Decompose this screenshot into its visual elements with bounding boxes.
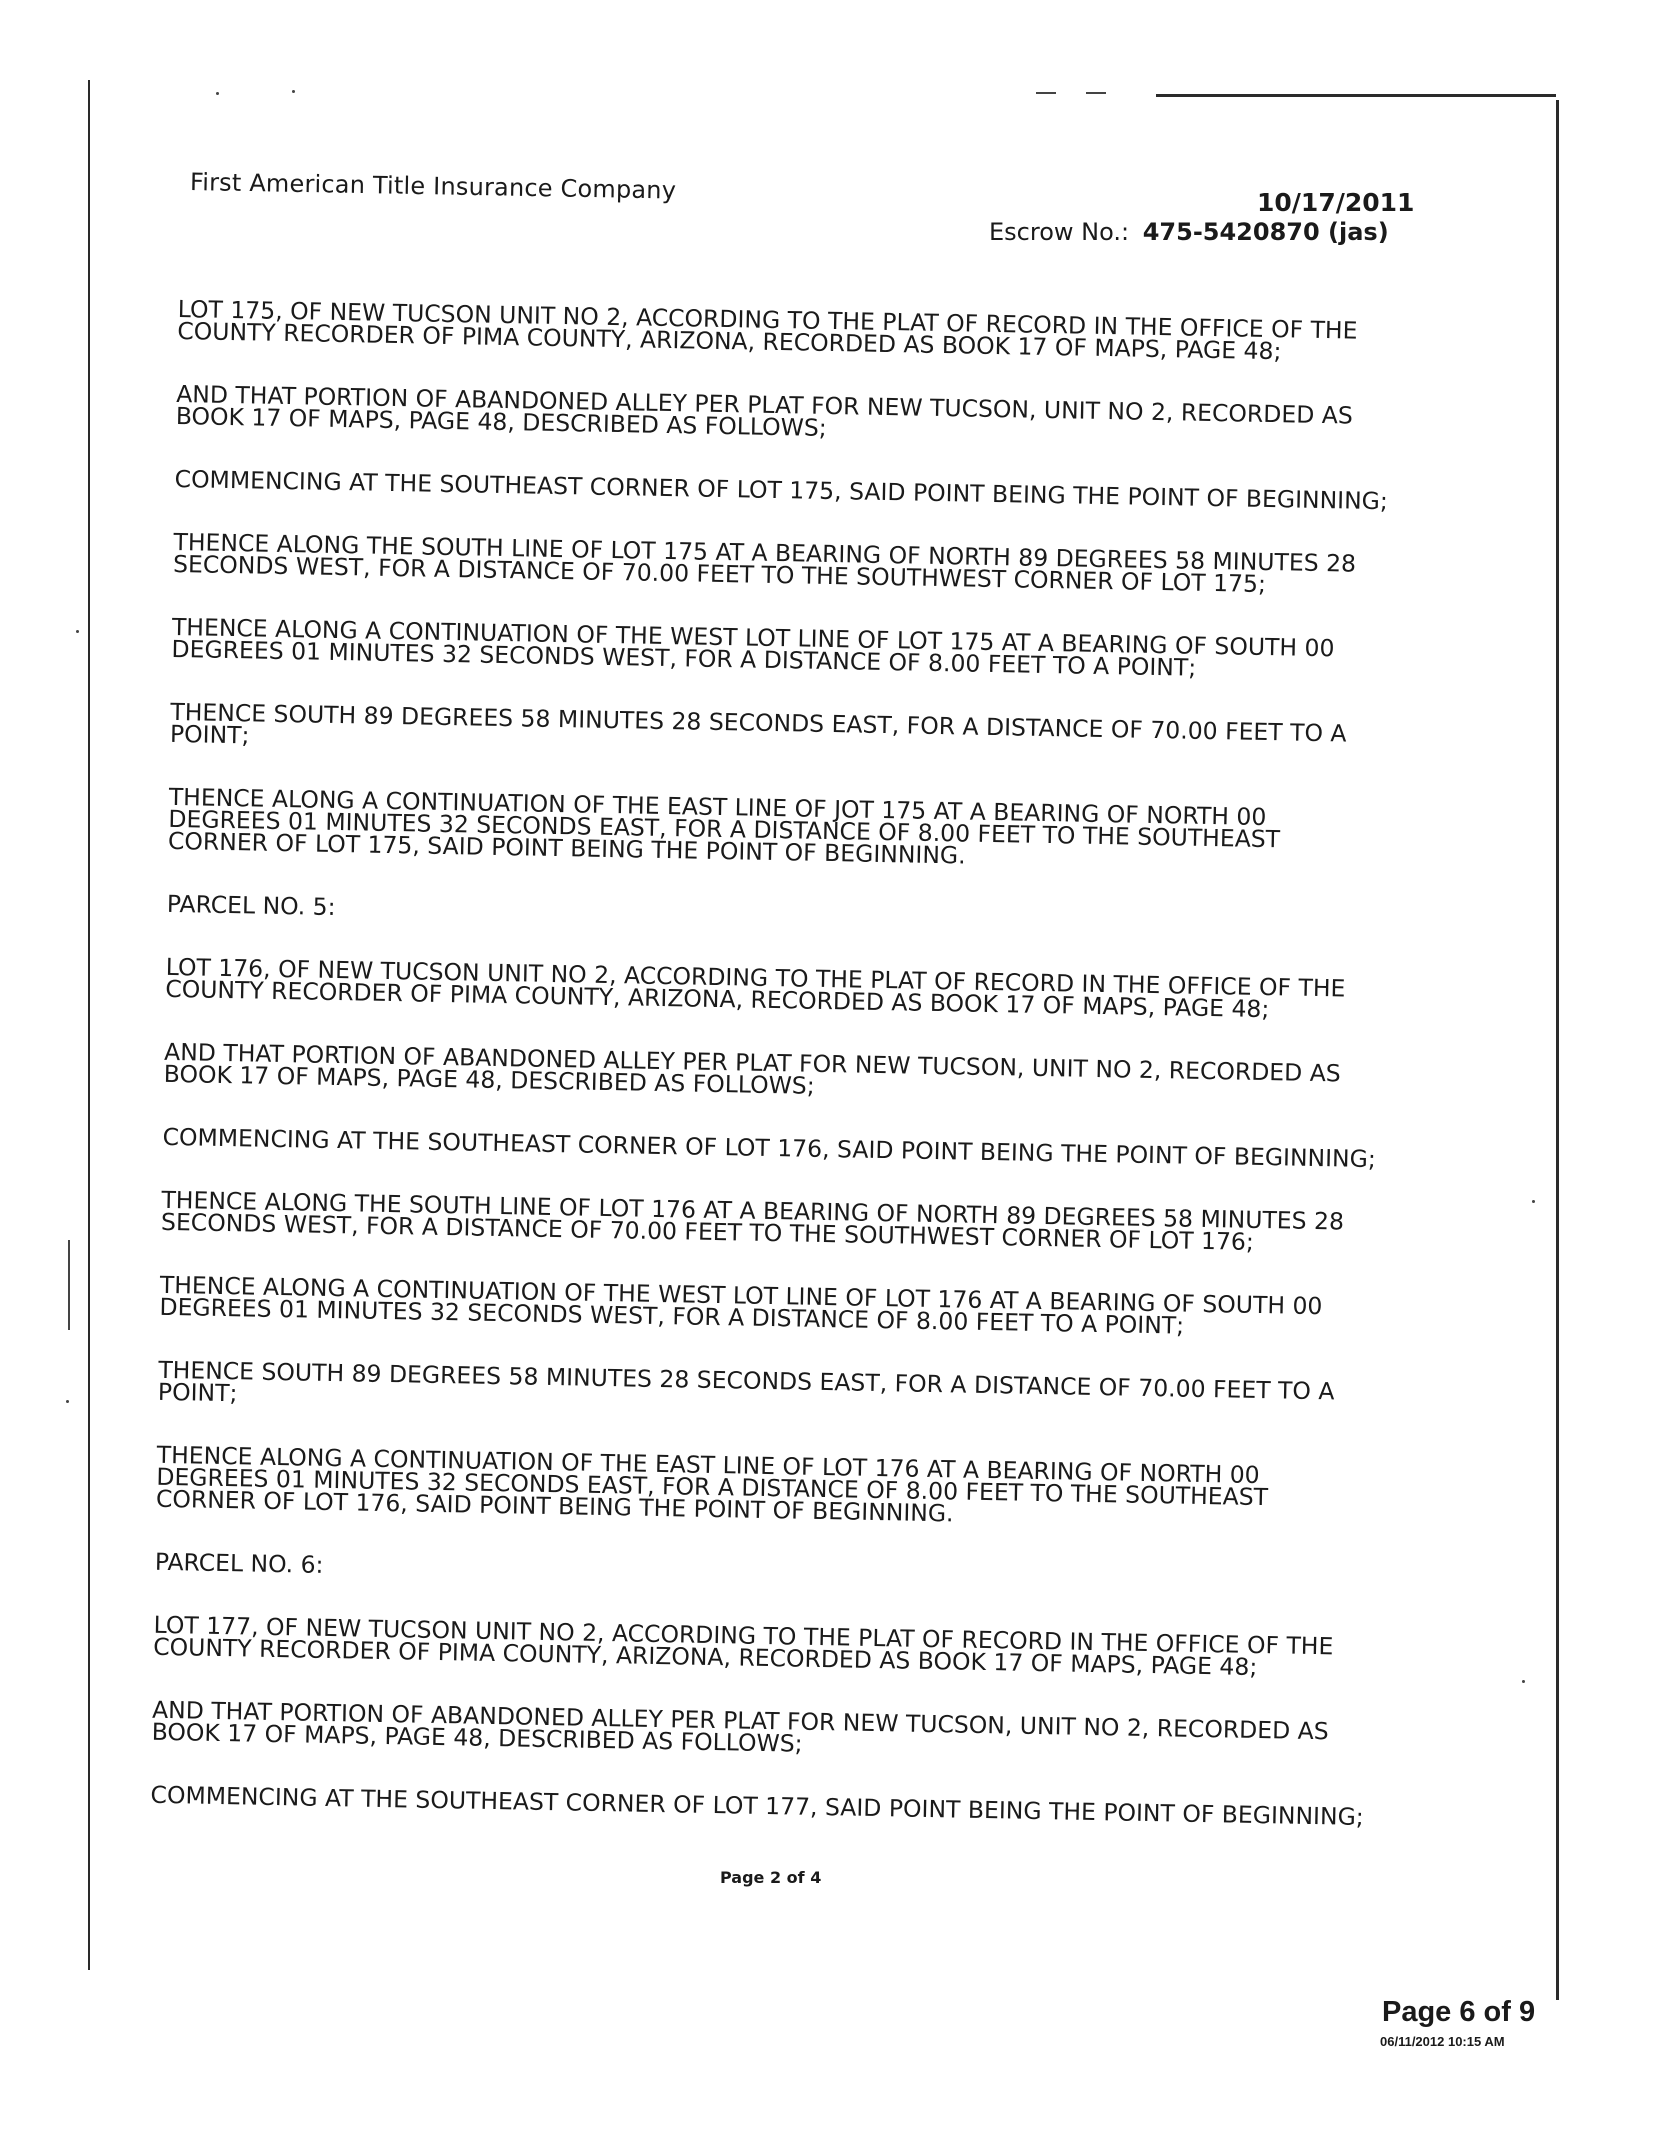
paragraph: COMMENCING AT THE SOUTHEAST CORNER OF LOT 177, SAID POINT BEING THE POINT OF BEGINNING; [150,1780,1364,1831]
escrow-number: 475-5420870 (jas) [1142,218,1389,246]
scan-edge-right [1556,100,1559,2000]
fax-page-stamp: Page 6 of 9 [1382,1996,1536,2028]
scan-speck [1036,92,1056,94]
scan-speck [216,92,219,95]
paragraph: LOT 177, OF NEW TUCSON UNIT NO 2, ACCORDING TO THE PLAT OF RECORD IN THE OFFICE OF THE COUNTY RECORDER OF PIMA COUNTY, ARIZONA, RECORDED AS BOOK 17 OF MAPS, PAGE 48; [153,1610,1334,1682]
paragraph: AND THAT PORTION OF ABANDONED ALLEY PER PLAT FOR NEW TUCSON, UNIT NO 2, RECORDED AS BOOK 17 OF MAPS, PAGE 48, DESCRIBED AS FOLLOWS; [175,379,1354,442]
escrow-label: Escrow No.: [989,218,1130,246]
scan-speck [76,630,79,633]
scan-speck [68,1240,70,1330]
document-date: 10/17/2011 [1257,188,1415,217]
scan-speck [1522,1680,1525,1683]
scan-speck [292,90,295,93]
paragraph: AND THAT PORTION OF ABANDONED ALLEY PER PLAT FOR NEW TUCSON, UNIT NO 2, RECORDED AS BOOK 17 OF MAPS, PAGE 48, DESCRIBED AS FOLLOWS; [151,1695,1329,1758]
paragraph: THENCE ALONG THE SOUTH LINE OF LOT 176 AT A BEARING OF NORTH 89 DEGREES 58 MINUTES 28 SECONDS WEST, FOR A DISTANCE OF 70.00 FEET TO THE SOUTHWEST CORNER OF LOT 176; [160,1185,1345,1256]
paragraph: THENCE ALONG A CONTINUATION OF THE WEST LOT LINE OF LOT 175 AT A BEARING OF SOUTH 00 DEGREES 01 MINUTES 32 SECONDS WEST, FOR A DISTANCE OF 8.00 FEET TO A POINT; [171,612,1335,682]
paragraph: LOT 175, OF NEW TUCSON UNIT NO 2, ACCORDING TO THE PLAT OF RECORD IN THE OFFICE OF THE COUNTY RECORDER OF PIMA COUNTY, ARIZONA, RECORDED AS BOOK 17 OF MAPS, PAGE 48; [177,295,1358,366]
scan-speck [1532,1200,1535,1203]
paragraph: LOT 176, OF NEW TUCSON UNIT NO 2, ACCORDING TO THE PLAT OF RECORD IN THE OFFICE OF THE COUNTY RECORDER OF PIMA COUNTY, ARIZONA, RECORDED AS BOOK 17 OF MAPS, PAGE 48; [165,952,1346,1024]
scan-speck [66,1400,69,1403]
paragraph: THENCE ALONG A CONTINUATION OF THE EAST LINE OF LOT 176 AT A BEARING OF NORTH 00 DEGREES 01 MINUTES 32 SECONDS EAST, FOR A DISTANCE OF 8.00 FEET TO THE SOUTHEAST CORNER OF LOT 176, SAID POINT BEING THE POINT OF BEGINNING. [155,1440,1269,1528]
legal-description [150,295,1394,1869]
page-number: Page 2 of 4 [720,1868,822,1887]
escrow-line [989,218,1389,246]
paragraph: THENCE ALONG A CONTINUATION OF THE EAST LINE OF JOT 175 AT A BEARING OF NORTH 00 DEGREES 01 MINUTES 32 SECONDS EAST, FOR A DISTANCE OF 8.00 FEET TO THE SOUTHEAST CORNER OF LOT 175, SAID POINT BEING THE POINT OF BEGINNING. [167,782,1281,870]
paragraph: AND THAT PORTION OF ABANDONED ALLEY PER PLAT FOR NEW TUCSON, UNIT NO 2, RECORDED AS BOOK 17 OF MAPS, PAGE 48, DESCRIBED AS FOLLOWS; [163,1037,1341,1100]
scan-speck [1086,92,1106,94]
scan-edge-top [1156,94,1556,97]
scan-edge-left [88,80,90,1970]
parcel-heading: PARCEL NO. 5: [166,889,336,921]
paragraph: THENCE SOUTH 89 DEGREES 58 MINUTES 28 SECONDS EAST, FOR A DISTANCE OF 70.00 FEET TO A POINT; [169,697,1347,750]
paragraph: THENCE SOUTH 89 DEGREES 58 MINUTES 28 SECONDS EAST, FOR A DISTANCE OF 70.00 FEET TO A POINT; [157,1355,1335,1408]
paragraph: THENCE ALONG A CONTINUATION OF THE WEST LOT LINE OF LOT 176 AT A BEARING OF SOUTH 00 DEGREES 01 MINUTES 32 SECONDS WEST, FOR A DISTANCE OF 8.00 FEET TO A POINT; [159,1270,1323,1340]
paragraph: COMMENCING AT THE SOUTHEAST CORNER OF LOT 176, SAID POINT BEING THE POINT OF BEGINNING; [162,1122,1377,1174]
company-name: First American Title Insurance Company [189,168,677,205]
fax-timestamp: 06/11/2012 10:15 AM [1380,2034,1505,2049]
paragraph: COMMENCING AT THE SOUTHEAST CORNER OF LOT 175, SAID POINT BEING THE POINT OF BEGINNING; [174,464,1389,516]
parcel-heading: PARCEL NO. 6: [154,1547,324,1579]
paragraph: THENCE ALONG THE SOUTH LINE OF LOT 175 AT A BEARING OF NORTH 89 DEGREES 58 MINUTES 28 SECONDS WEST, FOR A DISTANCE OF 70.00 FEET TO THE SOUTHWEST CORNER OF LOT 175; [172,527,1357,598]
